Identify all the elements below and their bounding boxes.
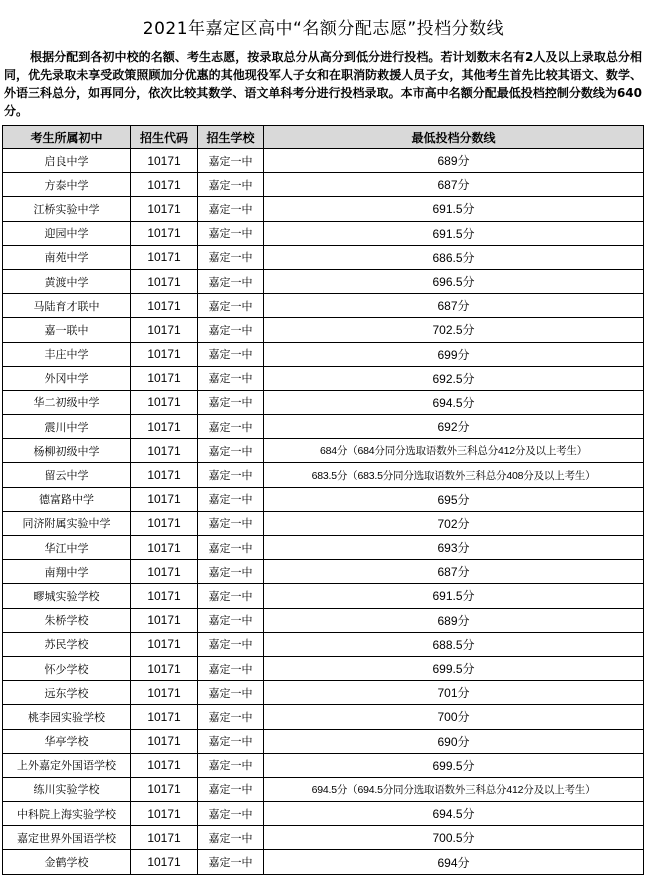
admitting-school-cell: 嘉定一中 bbox=[198, 850, 264, 874]
admitting-school-cell: 嘉定一中 bbox=[198, 173, 264, 197]
admitting-school-cell: 嘉定一中 bbox=[198, 463, 264, 487]
min-score-cell: 692.5分 bbox=[264, 366, 644, 390]
table-row bbox=[3, 560, 644, 584]
table-row bbox=[3, 318, 644, 342]
admitting-school-cell: 嘉定一中 bbox=[198, 826, 264, 850]
table-row bbox=[3, 511, 644, 535]
min-score-cell: 694.5分（694.5分同分选取语数外三科总分412分及以上考生） bbox=[264, 777, 644, 801]
junior-school-cell: 迎园中学 bbox=[3, 221, 131, 245]
page-title: 2021年嘉定区高中“名额分配志愿”投档分数线 bbox=[142, 19, 505, 39]
min-score-cell: 689分 bbox=[264, 149, 644, 173]
admitting-school-cell: 嘉定一中 bbox=[198, 656, 264, 680]
junior-school-cell: 疁城实验学校 bbox=[3, 584, 131, 608]
enrollment-code-cell: 10171 bbox=[131, 850, 198, 874]
enrollment-code-cell: 10171 bbox=[131, 608, 198, 632]
enrollment-code-cell: 10171 bbox=[131, 802, 198, 826]
min-score-cell: 702.5分 bbox=[264, 318, 644, 342]
table-body bbox=[3, 149, 644, 875]
table-row bbox=[3, 826, 644, 850]
enrollment-code-cell: 10171 bbox=[131, 390, 198, 414]
min-score-cell: 688.5分 bbox=[264, 632, 644, 656]
min-score-cell: 701分 bbox=[264, 681, 644, 705]
min-score-cell: 684分（684分同分选取语数外三科总分412分及以上考生） bbox=[264, 439, 644, 463]
header-junior-school: 考生所属初中 bbox=[3, 126, 131, 149]
min-score-cell: 691.5分 bbox=[264, 221, 644, 245]
table-row bbox=[3, 221, 644, 245]
junior-school-cell: 留云中学 bbox=[3, 463, 131, 487]
table-row bbox=[3, 681, 644, 705]
enrollment-code-cell: 10171 bbox=[131, 197, 198, 221]
min-score-cell: 696.5分 bbox=[264, 269, 644, 293]
table-row bbox=[3, 802, 644, 826]
junior-school-cell: 远东学校 bbox=[3, 681, 131, 705]
enrollment-code-cell: 10171 bbox=[131, 415, 198, 439]
junior-school-cell: 马陆育才联中 bbox=[3, 294, 131, 318]
junior-school-cell: 外冈中学 bbox=[3, 366, 131, 390]
table-row bbox=[3, 705, 644, 729]
enrollment-code-cell: 10171 bbox=[131, 173, 198, 197]
junior-school-cell: 黄渡中学 bbox=[3, 269, 131, 293]
table-row bbox=[3, 366, 644, 390]
admitting-school-cell: 嘉定一中 bbox=[198, 366, 264, 390]
admitting-school-cell: 嘉定一中 bbox=[198, 390, 264, 414]
enrollment-code-cell: 10171 bbox=[131, 753, 198, 777]
table-row bbox=[3, 463, 644, 487]
table-row bbox=[3, 753, 644, 777]
admitting-school-cell: 嘉定一中 bbox=[198, 632, 264, 656]
junior-school-cell: 启良中学 bbox=[3, 149, 131, 173]
junior-school-cell: 德富路中学 bbox=[3, 487, 131, 511]
junior-school-cell: 同济附属实验中学 bbox=[3, 511, 131, 535]
table-row bbox=[3, 390, 644, 414]
min-score-cell: 694.5分 bbox=[264, 390, 644, 414]
junior-school-cell: 嘉定世界外国语学校 bbox=[3, 826, 131, 850]
admitting-school-cell: 嘉定一中 bbox=[198, 294, 264, 318]
min-score-cell: 687分 bbox=[264, 173, 644, 197]
table-row bbox=[3, 269, 644, 293]
min-score-cell: 700.5分 bbox=[264, 826, 644, 850]
enrollment-code-cell: 10171 bbox=[131, 269, 198, 293]
table-row bbox=[3, 850, 644, 874]
junior-school-cell: 桃李园实验学校 bbox=[3, 705, 131, 729]
enrollment-code-cell: 10171 bbox=[131, 705, 198, 729]
junior-school-cell: 中科院上海实验学校 bbox=[3, 802, 131, 826]
table-row bbox=[3, 173, 644, 197]
enrollment-code-cell: 10171 bbox=[131, 777, 198, 801]
intro-paragraph: 根据分配到各初中校的名额、考生志愿，按录取总分从高分到低分进行投档。若计划数末名有2人及以上录取总分相同，优先录取未享受政策照顾加分优惠的其他现役军人子女和在职消防救援人员子女，其他考生首先比较其语文、数学、外语三科总分，如再同分，依次比较其数学、语文单科考分进行投档录取。本市高中名额分配最低投档控制分数线为640分。 bbox=[4, 50, 642, 118]
header-admitting-school: 招生学校 bbox=[198, 126, 264, 149]
junior-school-cell: 苏民学校 bbox=[3, 632, 131, 656]
admitting-school-cell: 嘉定一中 bbox=[198, 439, 264, 463]
enrollment-code-cell: 10171 bbox=[131, 342, 198, 366]
min-score-cell: 699.5分 bbox=[264, 753, 644, 777]
min-score-cell: 692分 bbox=[264, 415, 644, 439]
admitting-school-cell: 嘉定一中 bbox=[198, 608, 264, 632]
enrollment-code-cell: 10171 bbox=[131, 584, 198, 608]
admitting-school-cell: 嘉定一中 bbox=[198, 560, 264, 584]
junior-school-cell: 上外嘉定外国语学校 bbox=[3, 753, 131, 777]
admitting-school-cell: 嘉定一中 bbox=[198, 802, 264, 826]
junior-school-cell: 南翔中学 bbox=[3, 560, 131, 584]
min-score-cell: 686.5分 bbox=[264, 245, 644, 269]
min-score-cell: 691.5分 bbox=[264, 197, 644, 221]
table-row bbox=[3, 197, 644, 221]
junior-school-cell: 丰庄中学 bbox=[3, 342, 131, 366]
admitting-school-cell: 嘉定一中 bbox=[198, 584, 264, 608]
junior-school-cell: 怀少学校 bbox=[3, 656, 131, 680]
enrollment-code-cell: 10171 bbox=[131, 366, 198, 390]
enrollment-code-cell: 10171 bbox=[131, 656, 198, 680]
table-header-row bbox=[3, 126, 644, 149]
score-table bbox=[2, 125, 644, 875]
enrollment-code-cell: 10171 bbox=[131, 826, 198, 850]
admitting-school-cell: 嘉定一中 bbox=[198, 221, 264, 245]
min-score-cell: 699.5分 bbox=[264, 656, 644, 680]
min-score-cell: 694.5分 bbox=[264, 802, 644, 826]
admitting-school-cell: 嘉定一中 bbox=[198, 487, 264, 511]
table-row bbox=[3, 439, 644, 463]
enrollment-code-cell: 10171 bbox=[131, 149, 198, 173]
enrollment-code-cell: 10171 bbox=[131, 729, 198, 753]
enrollment-code-cell: 10171 bbox=[131, 245, 198, 269]
admitting-school-cell: 嘉定一中 bbox=[198, 269, 264, 293]
admitting-school-cell: 嘉定一中 bbox=[198, 318, 264, 342]
table-row bbox=[3, 487, 644, 511]
min-score-cell: 683.5分（683.5分同分选取语数外三科总分408分及以上考生） bbox=[264, 463, 644, 487]
min-score-cell: 702分 bbox=[264, 511, 644, 535]
admitting-school-cell: 嘉定一中 bbox=[198, 753, 264, 777]
table-row bbox=[3, 149, 644, 173]
table-row bbox=[3, 245, 644, 269]
junior-school-cell: 朱桥学校 bbox=[3, 608, 131, 632]
enrollment-code-cell: 10171 bbox=[131, 294, 198, 318]
admitting-school-cell: 嘉定一中 bbox=[198, 681, 264, 705]
junior-school-cell: 金鹤学校 bbox=[3, 850, 131, 874]
enrollment-code-cell: 10171 bbox=[131, 560, 198, 584]
min-score-cell: 687分 bbox=[264, 560, 644, 584]
header-enrollment-code: 招生代码 bbox=[131, 126, 198, 149]
enrollment-code-cell: 10171 bbox=[131, 221, 198, 245]
admitting-school-cell: 嘉定一中 bbox=[198, 705, 264, 729]
min-score-cell: 691.5分 bbox=[264, 584, 644, 608]
enrollment-code-cell: 10171 bbox=[131, 487, 198, 511]
min-score-cell: 695分 bbox=[264, 487, 644, 511]
junior-school-cell: 南苑中学 bbox=[3, 245, 131, 269]
junior-school-cell: 震川中学 bbox=[3, 415, 131, 439]
table-row bbox=[3, 415, 644, 439]
table-row bbox=[3, 342, 644, 366]
min-score-cell: 699分 bbox=[264, 342, 644, 366]
junior-school-cell: 华亭学校 bbox=[3, 729, 131, 753]
admitting-school-cell: 嘉定一中 bbox=[198, 536, 264, 560]
table-row bbox=[3, 584, 644, 608]
min-score-cell: 690分 bbox=[264, 729, 644, 753]
admitting-school-cell: 嘉定一中 bbox=[198, 415, 264, 439]
enrollment-code-cell: 10171 bbox=[131, 536, 198, 560]
table-row bbox=[3, 656, 644, 680]
junior-school-cell: 嘉一联中 bbox=[3, 318, 131, 342]
min-score-cell: 693分 bbox=[264, 536, 644, 560]
enrollment-code-cell: 10171 bbox=[131, 439, 198, 463]
junior-school-cell: 方泰中学 bbox=[3, 173, 131, 197]
table-row bbox=[3, 536, 644, 560]
junior-school-cell: 华江中学 bbox=[3, 536, 131, 560]
admitting-school-cell: 嘉定一中 bbox=[198, 149, 264, 173]
admitting-school-cell: 嘉定一中 bbox=[198, 245, 264, 269]
junior-school-cell: 练川实验学校 bbox=[3, 777, 131, 801]
enrollment-code-cell: 10171 bbox=[131, 681, 198, 705]
table-row bbox=[3, 608, 644, 632]
min-score-cell: 689分 bbox=[264, 608, 644, 632]
enrollment-code-cell: 10171 bbox=[131, 511, 198, 535]
junior-school-cell: 杨柳初级中学 bbox=[3, 439, 131, 463]
min-score-cell: 687分 bbox=[264, 294, 644, 318]
header-min-score: 最低投档分数线 bbox=[264, 126, 644, 149]
enrollment-code-cell: 10171 bbox=[131, 463, 198, 487]
admitting-school-cell: 嘉定一中 bbox=[198, 729, 264, 753]
min-score-cell: 694分 bbox=[264, 850, 644, 874]
junior-school-cell: 江桥实验中学 bbox=[3, 197, 131, 221]
junior-school-cell: 华二初级中学 bbox=[3, 390, 131, 414]
table-row bbox=[3, 294, 644, 318]
admitting-school-cell: 嘉定一中 bbox=[198, 342, 264, 366]
table-row bbox=[3, 632, 644, 656]
enrollment-code-cell: 10171 bbox=[131, 318, 198, 342]
admitting-school-cell: 嘉定一中 bbox=[198, 197, 264, 221]
table-row bbox=[3, 777, 644, 801]
admitting-school-cell: 嘉定一中 bbox=[198, 777, 264, 801]
enrollment-code-cell: 10171 bbox=[131, 632, 198, 656]
admitting-school-cell: 嘉定一中 bbox=[198, 511, 264, 535]
min-score-cell: 700分 bbox=[264, 705, 644, 729]
table-row bbox=[3, 729, 644, 753]
